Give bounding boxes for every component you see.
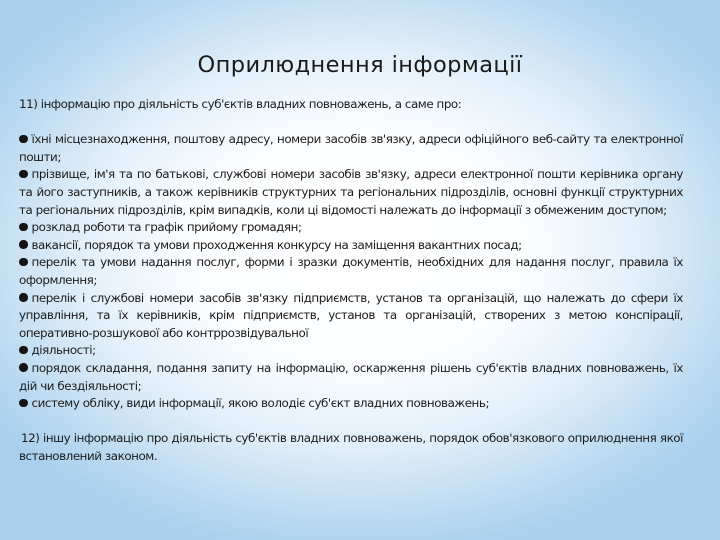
bullet-icon — [19, 346, 28, 355]
bullet-item — [19, 131, 683, 166]
bullet-item — [19, 290, 683, 343]
slide-title: Оприлюднення інформації — [197, 52, 523, 78]
bullet-text: діяльності; — [31, 343, 96, 358]
bullet-item — [19, 166, 683, 219]
bullet-icon — [19, 399, 28, 408]
bullet-text: перелік та умови надання послуг, форми і зразки документів, необхідних для надання послуг, правила їх оформлення; — [19, 255, 683, 287]
bullet-icon — [19, 135, 28, 144]
slide-body — [19, 96, 683, 465]
bullet-item — [19, 342, 683, 360]
bullet-text: систему обліку, види інформації, якою володіє суб'єкт владних повноважень; — [31, 396, 489, 411]
bullet-text: перелік і службові номери засобів зв'язку підприємств, установ та організацій, що належать до сфери їх управління, та їх керівників, крім підприємств, установ та організацій, створених з метою конспірації, оперативно-розшукової або контррозвідувальної — [19, 290, 683, 340]
bullet-icon — [19, 258, 28, 267]
bullet-icon — [19, 293, 28, 302]
bullet-text: розклад роботи та графік прийому громадян; — [31, 220, 302, 235]
bullet-item — [19, 237, 683, 255]
bullet-item — [19, 219, 683, 237]
outro-paragraph: 12) іншу інформацію про діяльність суб'єктів владних повноважень, порядок обов'язкового оприлюднення якої встановлений законом. — [19, 431, 683, 463]
bullet-text: їхні місцезнаходження, поштову адресу, номери засобів зв'язку, адреси офіційного веб-сайту та електронної пошти; — [19, 132, 683, 164]
bullet-text: прізвище, ім'я та по батькові, службові номери засобів зв'язку, адреси електронної пошти керівника органу та його заступників, а також керівників структурних та регіональних підрозділів, основні функції структурних та регіональних підрозділів, крім випадків, коли ці відомості належать до інформації з обмеженим доступом; — [19, 167, 683, 217]
bullet-text: порядок складання, подання запиту на інформацію, оскарження рішень суб'єктів владних повноважень, їх дій чи бездіяльності; — [19, 360, 683, 393]
bullet-icon — [19, 240, 28, 249]
bullet-item — [19, 254, 683, 289]
bullet-item — [19, 360, 683, 395]
bullet-item — [19, 395, 683, 413]
intro-paragraph: 11) інформацію про діяльність суб'єктів владних повноважень, а саме про: — [19, 97, 462, 111]
bullet-text: вакансії, порядок та умови проходження конкурсу на заміщення вакантних посад; — [31, 237, 522, 252]
bullet-icon — [19, 170, 28, 179]
bullet-icon — [19, 363, 28, 372]
bullet-icon — [19, 223, 28, 232]
